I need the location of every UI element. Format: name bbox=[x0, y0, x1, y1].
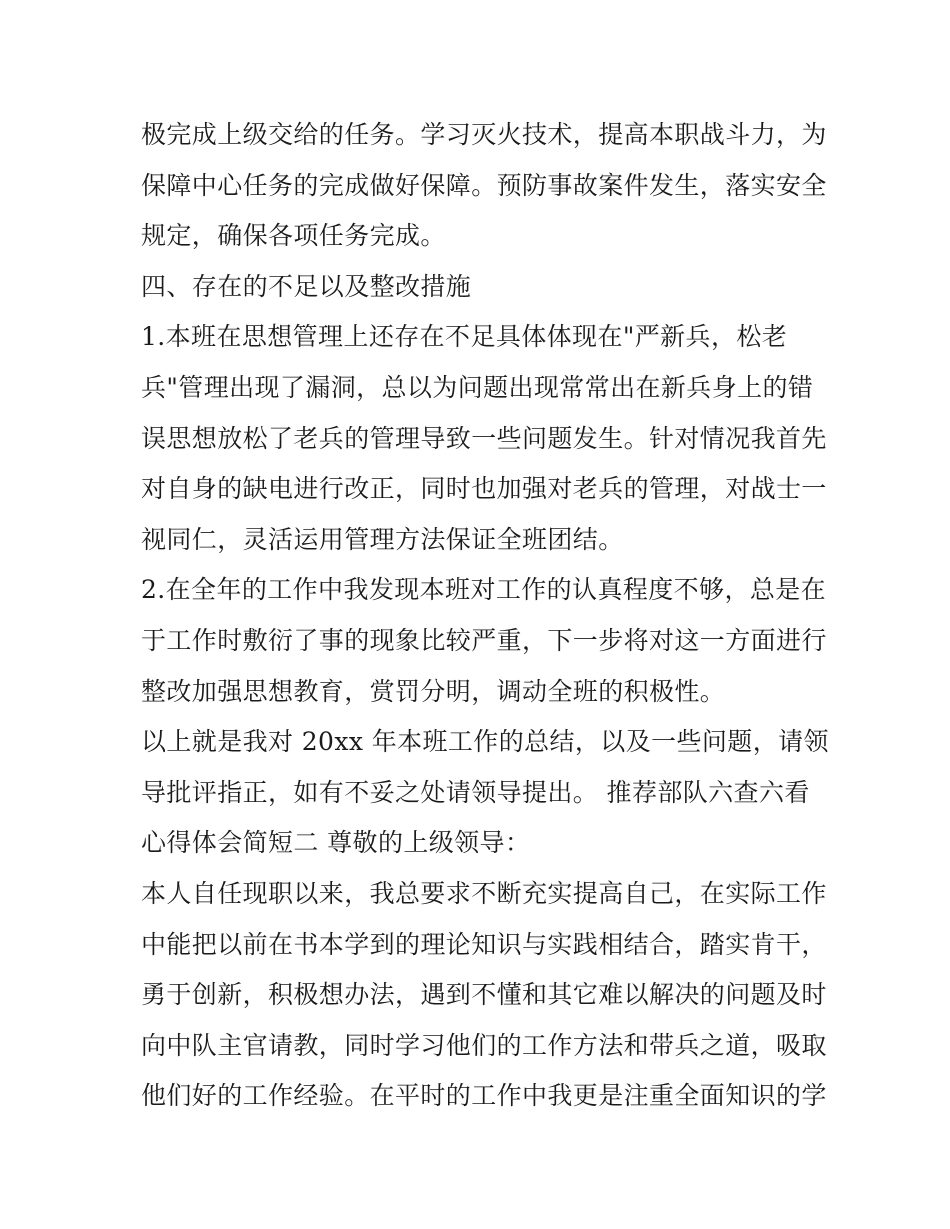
text-line: 导批评指正，如有不妥之处请领导提出。 推荐部队六查六看 bbox=[141, 777, 810, 807]
text-line: 以上就是我对 20xx 年本班工作的总结，以及一些问题，请领 bbox=[141, 727, 829, 757]
text-line: 视同仁，灵活运用管理方法保证全班团结。 bbox=[141, 524, 624, 554]
text-line: 中能把以前在书本学到的理论知识与实践相结合，踏实肯干， bbox=[141, 929, 827, 959]
text-line: 本人自任现职以来，我总要求不断充实提高自己，在实际工作 bbox=[141, 878, 827, 908]
text-line: 规定，确保各项任务完成。 bbox=[141, 221, 446, 251]
text-line: 保障中心任务的完成做好保障。预防事故案件发生，落实安全 bbox=[141, 170, 827, 200]
document-body bbox=[141, 110, 829, 1122]
text-line: 极完成上级交给的任务。学习灭火技术，提高本职战斗力，为 bbox=[141, 120, 827, 149]
text-line: 整改加强思想教育，赏罚分明，调动全班的积极性。 bbox=[141, 676, 726, 706]
text-line: 向中队主官请教，同时学习他们的工作方法和带兵之道，吸取 bbox=[141, 1030, 827, 1060]
section-heading: 四、存在的不足以及整改措施 bbox=[141, 271, 472, 301]
text-line: 误思想放松了老兵的管理导致一些问题发生。针对情况我首先 bbox=[141, 423, 827, 453]
text-line: 1.本班在思想管理上还存在不足具体体现在"严新兵，松老 bbox=[141, 322, 788, 352]
text-line: 兵"管理出现了漏洞，总以为问题出现常常出在新兵身上的错 bbox=[141, 372, 814, 402]
text-line: 勇于创新，积极想办法，遇到不懂和其它难以解决的问题及时 bbox=[141, 980, 827, 1010]
text-line: 他们好的工作经验。在平时的工作中我更是注重全面知识的学 bbox=[141, 1081, 827, 1111]
text-line: 心得体会简短二 尊敬的上级领导： bbox=[141, 828, 531, 858]
text-line: 对自身的缺电进行改正，同时也加强对老兵的管理，对战士一 bbox=[141, 474, 827, 504]
text-line: 2.在全年的工作中我发现本班对工作的认真程度不够，总是在 bbox=[141, 575, 827, 605]
text-line: 于工作时敷衍了事的现象比较严重，下一步将对这一方面进行 bbox=[141, 625, 827, 655]
